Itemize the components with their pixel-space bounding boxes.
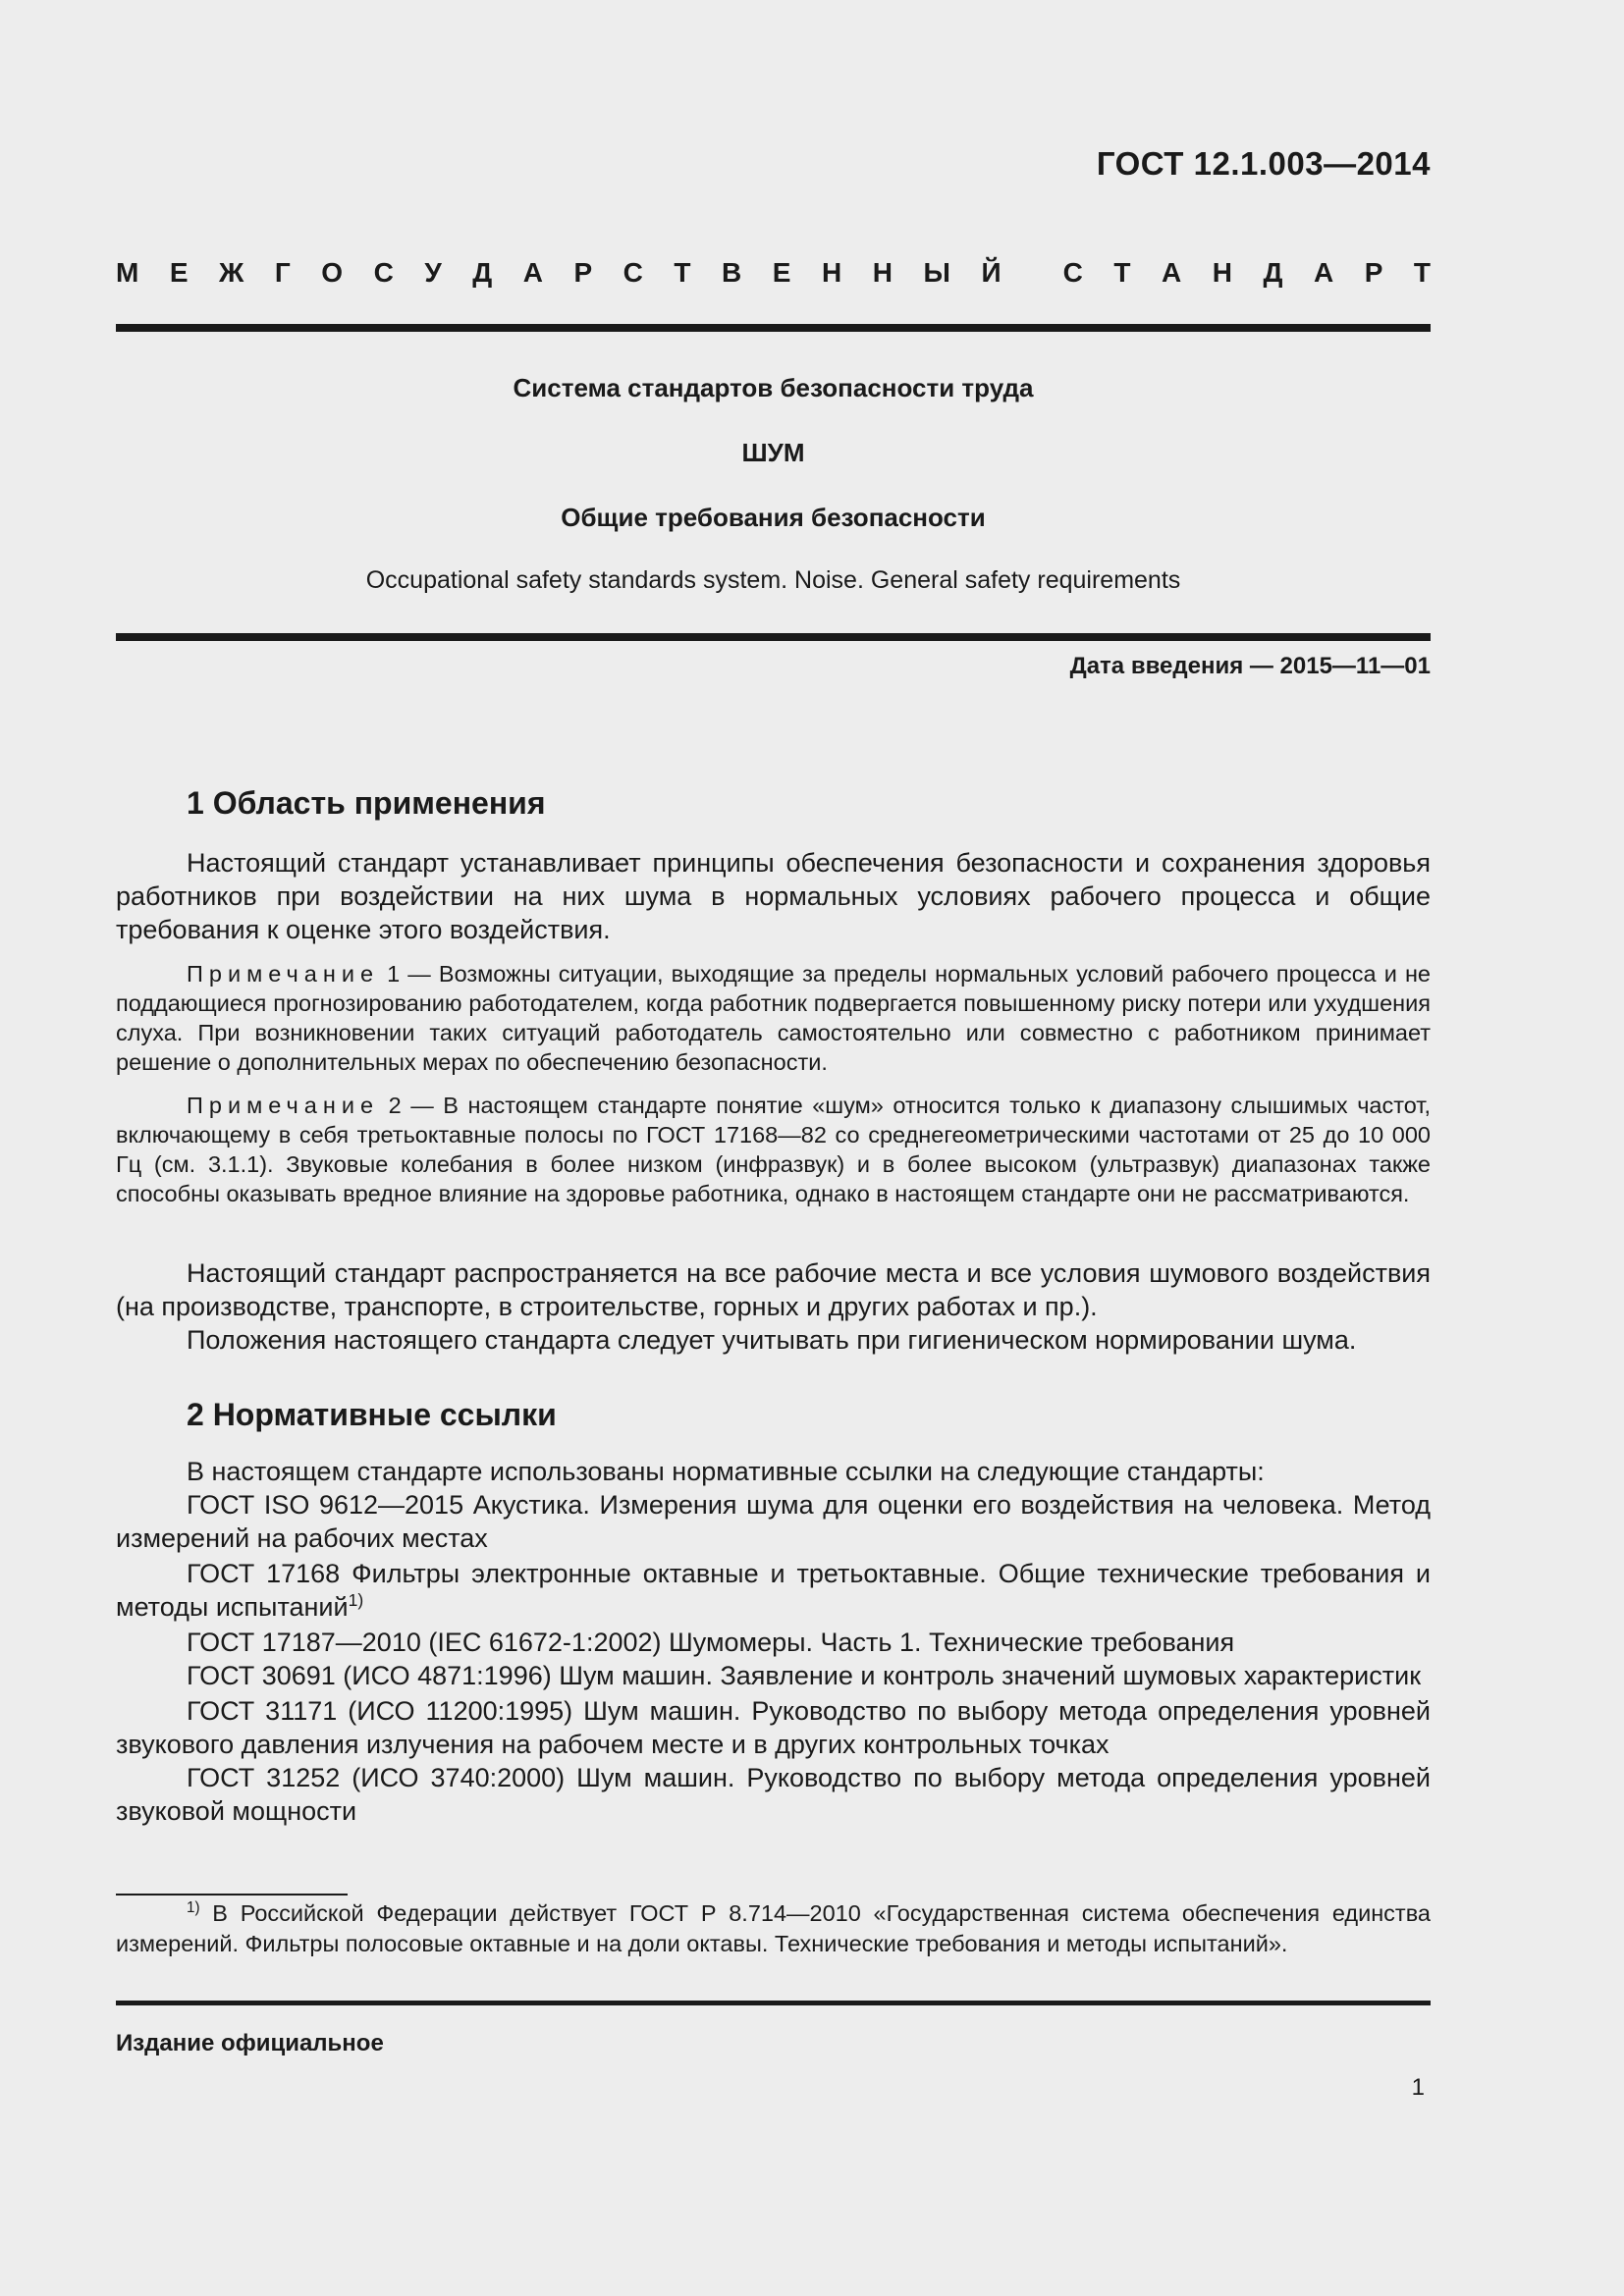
banner-letter: Ы bbox=[923, 257, 950, 288]
banner-letter: Т bbox=[1113, 257, 1131, 288]
banner-letter: А bbox=[1313, 257, 1334, 288]
banner-letter: А bbox=[1161, 257, 1182, 288]
banner-letter: Г bbox=[274, 257, 291, 288]
official-edition: Издание официальное bbox=[116, 2030, 384, 2056]
footer-divider bbox=[116, 2001, 1431, 2005]
note-2-text: 2 — В настоящем стандарте понятие «шум» относится только к диапазону слышимых частот, включающему в себя третьоктавные полосы по ГОСТ 17168—82 со среднегеометрическими частотами от 25 до 10 000 Гц (см. 3.1.1). Звуковые колебания в более низком (инфразвук) и в более высоком (ультразвук) диапазонах также способны оказывать вредное влияние на здоровье работника, однако в настоящем стандарте они не рассматриваются. bbox=[116, 1093, 1431, 1206]
section-2-heading: 2 Нормативные ссылки bbox=[187, 1397, 557, 1432]
hygiene-paragraph: Положения настоящего стандарта следует учитывать при гигиеническом нормировании шума. bbox=[187, 1325, 1357, 1355]
banner-letter: С bbox=[373, 257, 394, 288]
banner-letter: С bbox=[623, 257, 643, 288]
page-number: 1 bbox=[1411, 2074, 1425, 2101]
footnote-text: В Российской Федерации действует ГОСТ Р 8.714—2010 «Государственная система обеспечения единства измерений. Фильтры полосовые октавные и на доли октавы. Технические требования и методы испытаний». bbox=[116, 1900, 1431, 1956]
banner-letter: О bbox=[321, 257, 344, 288]
note-1 bbox=[116, 959, 1431, 1077]
banner-letter: Р bbox=[1364, 257, 1383, 288]
banner-letter: М bbox=[116, 257, 139, 288]
scope-paragraph: Настоящий стандарт распространяется на все рабочие места и все условия шумового воздействия (на производстве, транспорте, в строительстве, горных и других работах и пр.). bbox=[116, 1258, 1431, 1321]
document-code: ГОСТ 12.1.003—2014 bbox=[1096, 145, 1431, 182]
reference-item: ГОСТ 31252 (ИСО 3740:2000) Шум машин. Руководство по выбору метода определения уровней звуковой мощности bbox=[116, 1763, 1431, 1826]
interstate-standard-banner bbox=[116, 257, 1431, 289]
requirements-title: Общие требования безопасности bbox=[561, 503, 986, 532]
footnote-divider bbox=[116, 1894, 348, 1896]
note-2-label: Примечание bbox=[187, 1093, 380, 1118]
introduction-date: Дата введения — 2015—11—01 bbox=[1069, 653, 1431, 679]
banner-letter: Н bbox=[822, 257, 842, 288]
section-1-scope bbox=[116, 1256, 1431, 1357]
section-1-heading: 1 Область применения bbox=[187, 785, 546, 821]
reference-item: ГОСТ ISO 9612—2015 Акустика. Измерения шума для оценки его воздействия на человека. Метод измерений на рабочих местах bbox=[116, 1490, 1431, 1553]
section-1-paragraph: Настоящий стандарт устанавливает принципы обеспечения безопасности и сохранения здоровья работников при воздействии на них шума в нормальных условиях рабочего процесса и общие требования к оценке этого воздействия. bbox=[116, 848, 1431, 944]
title-divider bbox=[116, 633, 1431, 641]
footnote bbox=[116, 1898, 1431, 1959]
footnote-ref: 1) bbox=[348, 1590, 364, 1610]
reference-item: ГОСТ 17168 Фильтры электронные октавные и третьоктавные. Общие технические требования и методы испытаний$^{1)}$ bbox=[116, 1559, 1431, 1622]
banner-letter: Р bbox=[573, 257, 593, 288]
note-1-label: Примечание bbox=[187, 961, 380, 987]
top-divider bbox=[116, 324, 1431, 332]
note-1-text: 1 — Возможны ситуации, выходящие за пределы нормальных условий рабочего процесса и не поддающиеся прогнозированию работодателем, когда работник подвергается повышенному риску потери или ухудшения слуха. При возникновении таких ситуаций работодатель самостоятельно или совместно с работником принимает решение о дополнительных мерах по обеспечению безопасности. bbox=[116, 961, 1431, 1075]
banner-letter: Е bbox=[772, 257, 791, 288]
banner-letter: В bbox=[722, 257, 742, 288]
banner-letter: У bbox=[424, 257, 442, 288]
banner-letter: Т bbox=[674, 257, 691, 288]
banner-letter: Т bbox=[1413, 257, 1431, 288]
reference-item: ГОСТ 31171 (ИСО 11200:1995) Шум машин. Руководство по выбору метода определения уровней звукового давления излучения на рабочем месте и в других контрольных точках bbox=[116, 1696, 1431, 1759]
noise-title: ШУМ bbox=[741, 438, 805, 467]
footnote-marker: 1) bbox=[187, 1899, 200, 1917]
note-2 bbox=[116, 1091, 1431, 1208]
banner-letter: С bbox=[1062, 257, 1083, 288]
section-1-body bbox=[116, 846, 1431, 946]
reference-item: ГОСТ 17187—2010 (IEC 61672-1:2002) Шумомеры. Часть 1. Технические требования bbox=[187, 1628, 1235, 1657]
system-title: Система стандартов безопасности труда bbox=[513, 373, 1034, 402]
banner-letter: Д bbox=[472, 257, 493, 288]
english-title: Occupational safety standards system. Noise. General safety requirements bbox=[365, 566, 1181, 594]
banner-letter: Ж bbox=[219, 257, 244, 288]
banner-letter: Е bbox=[169, 257, 189, 288]
banner-letter: Н bbox=[872, 257, 893, 288]
banner-letter: Й bbox=[981, 257, 1001, 288]
banner-letter: Д bbox=[1263, 257, 1283, 288]
section-2-body bbox=[116, 1455, 1431, 1828]
reference-item: ГОСТ 30691 (ИСО 4871:1996) Шум машин. Заявление и контроль значений шумовых характеристик bbox=[187, 1661, 1422, 1690]
banner-letter: Н bbox=[1212, 257, 1232, 288]
references-intro: В настоящем стандарте использованы нормативные ссылки на следующие стандарты: bbox=[187, 1457, 1265, 1486]
banner-letter: А bbox=[522, 257, 543, 288]
